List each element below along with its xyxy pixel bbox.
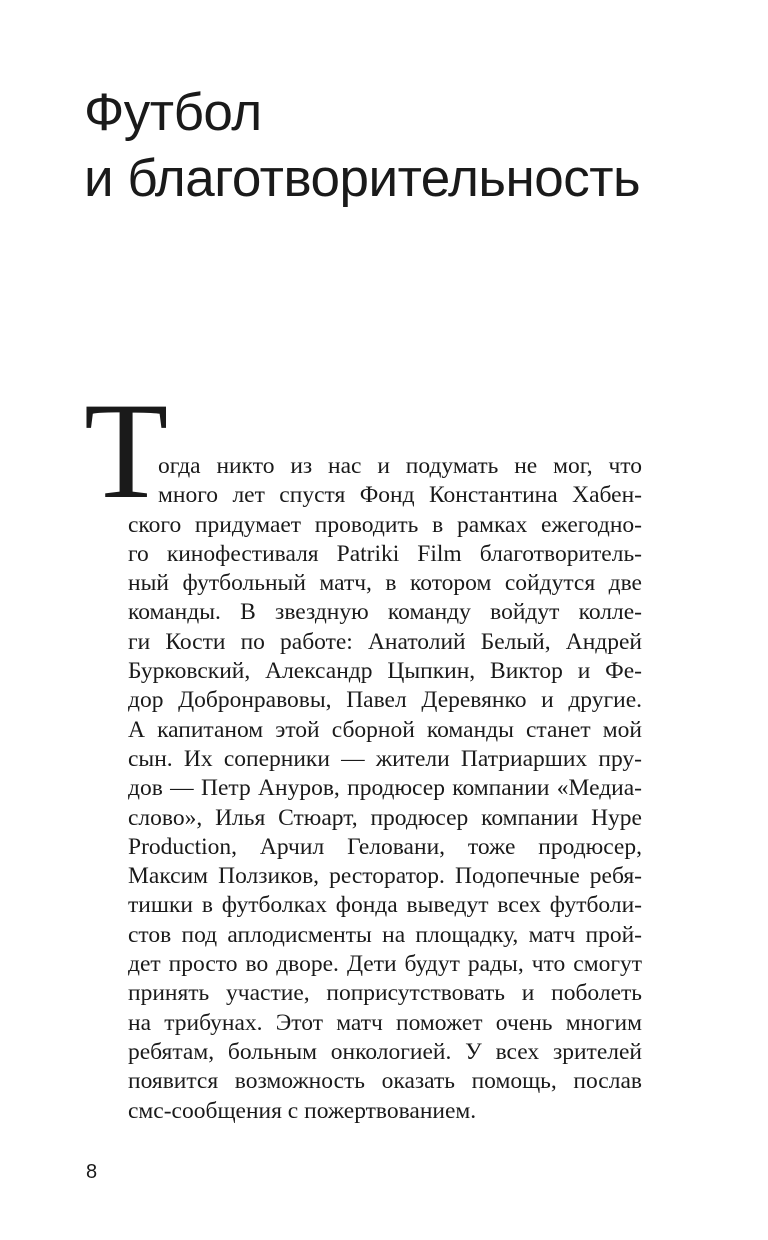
body-line: ги Кости по работе: Анатолий Белый, Андрей bbox=[128, 628, 642, 655]
body-line: сын. Их соперники — жители Патриарших пру- bbox=[128, 745, 642, 772]
body-line-last: смс-сообщения с пожертвованием. bbox=[128, 1097, 477, 1124]
chapter-title-line-1: Футбол bbox=[84, 83, 262, 142]
body-line: появится возможность оказать помощь, послав bbox=[128, 1068, 642, 1095]
body-line: слово», Илья Стюарт, продюсер компании Hype bbox=[128, 804, 642, 831]
chapter-title bbox=[84, 80, 724, 212]
body-line: команды. В звездную команду войдут колле- bbox=[128, 599, 642, 626]
body-line: Максим Ползиков, ресторатор. Подопечные ребя- bbox=[128, 863, 642, 890]
body-line: тишки в футболках фонда выведут всех футболи- bbox=[128, 892, 642, 919]
body-line: дор Добронравовы, Павел Деревянко и другие. bbox=[128, 687, 642, 714]
body-line: Production, Арчил Геловани, тоже продюсер, bbox=[128, 833, 642, 860]
page-number: 8 bbox=[86, 1161, 98, 1183]
body-line: на трибунах. Этот матч поможет очень многим bbox=[128, 1009, 642, 1036]
body-line: А капитаном этой сборной команды станет мой bbox=[128, 716, 642, 743]
body-text bbox=[128, 404, 642, 1126]
body-line: стов под аплодисменты на площадку, матч прой- bbox=[128, 921, 642, 948]
body-line: го кинофестиваля Patriki Film благотворитель- bbox=[128, 540, 642, 567]
chapter-title-line-2: и благотворительность bbox=[84, 149, 641, 208]
body-line: Бурковский, Александр Цыпкин, Виктор и Фе- bbox=[128, 658, 642, 685]
body-line: ребятам, больным онкологией. У всех зрителей bbox=[128, 1038, 642, 1065]
drop-cap: Т bbox=[84, 374, 169, 527]
body-line: огда никто из нас и подумать не мог, что bbox=[158, 453, 642, 479]
body-line: много лет спустя Фонд Константина Хабен- bbox=[158, 482, 642, 509]
body-line: принять участие, поприсутствовать и поболеть bbox=[128, 980, 642, 1007]
body-line: ского придумает проводить в рамках ежегодно- bbox=[128, 511, 642, 538]
body-line: ный футбольный матч, в котором сойдутся две bbox=[128, 570, 642, 597]
body-line: дет просто во дворе. Дети будут рады, что смогут bbox=[128, 951, 642, 978]
body-line: дов — Петр Ануров, продюсер компании «Медиа- bbox=[128, 775, 642, 802]
